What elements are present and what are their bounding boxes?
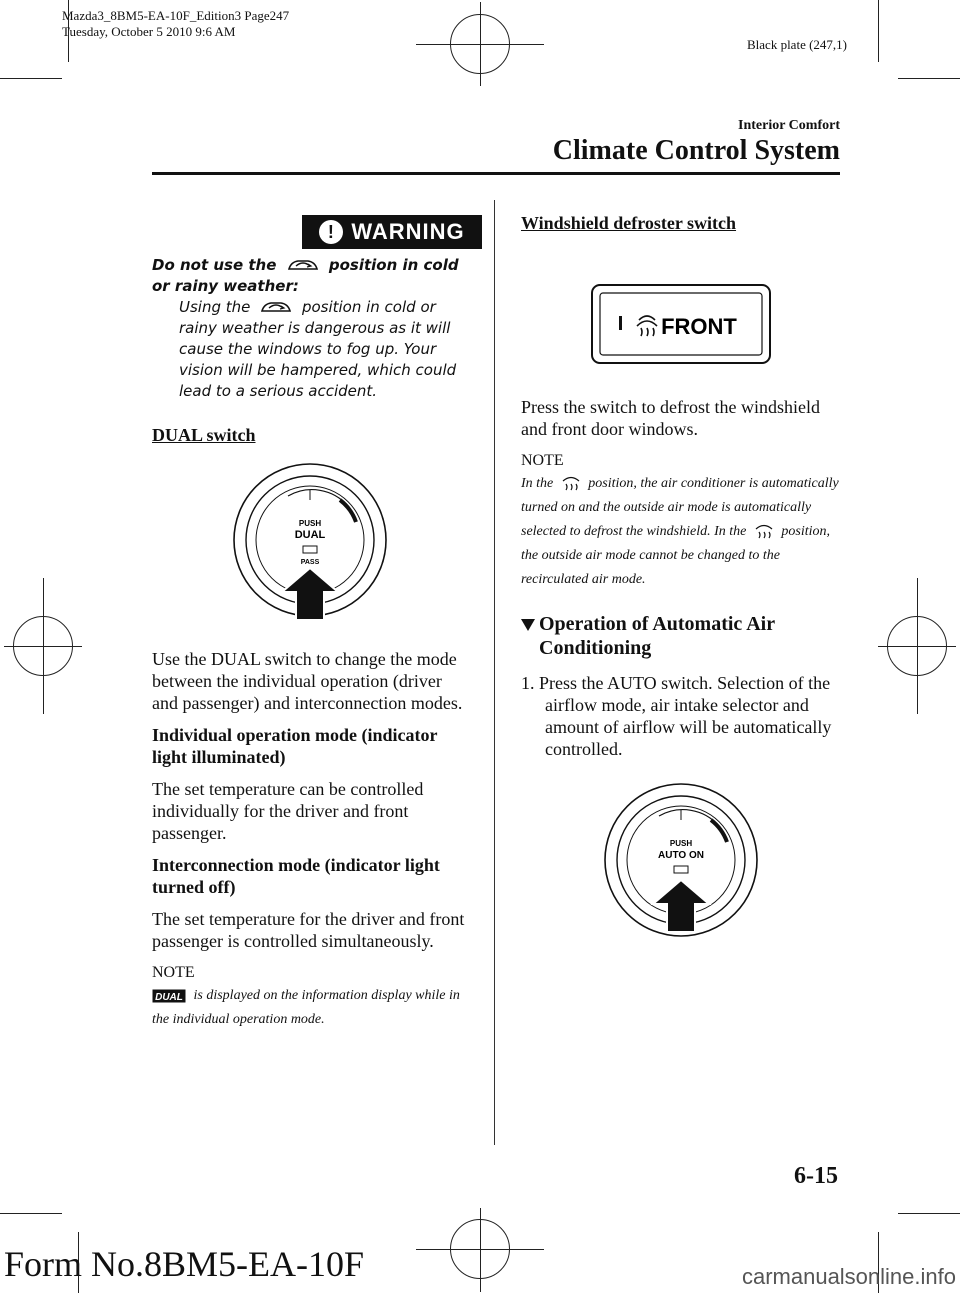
dual-indicator-icon xyxy=(152,989,186,1003)
defroster-body: Press the switch to defrost the windshield and front door windows. xyxy=(521,397,820,439)
defroster-figure-label: FRONT xyxy=(661,314,737,339)
warning-label: WARNING xyxy=(351,219,465,244)
registration-mark xyxy=(13,616,73,676)
auto-figure-push: PUSH xyxy=(669,839,693,848)
crop-mark xyxy=(0,78,62,79)
crop-mark xyxy=(898,1213,960,1214)
defroster-icon xyxy=(561,476,581,492)
warning-body-end: position in cold or rainy weather is dangerous as it will cause the windows to fog up. Your vision will be hampered, which could lead to a serious accident. xyxy=(179,298,457,400)
recirculation-car-icon xyxy=(286,257,320,275)
watermark: carmanualsonline.info xyxy=(741,1264,956,1289)
right-column xyxy=(521,212,841,950)
auto-heading-line1: Operation of Automatic Air xyxy=(539,613,776,635)
left-column xyxy=(152,215,467,1032)
dual-switch-figure xyxy=(230,460,390,630)
warning-body xyxy=(179,297,467,402)
defroster-note-a: In the xyxy=(521,476,554,491)
defroster-note-c: position, the outside air mode cannot be changed to the recirculated air mode. xyxy=(521,524,831,587)
defroster-note-b: position, the air conditioner is automatically turned on and the outside air mode is automatically selected to defrost the windshield. In the xyxy=(521,476,839,539)
dual-figure-label: DUAL xyxy=(294,529,325,541)
print-info-date: Tuesday, October 5 2010 9:6 AM xyxy=(62,24,236,39)
crop-mark xyxy=(0,1213,62,1214)
print-info xyxy=(62,8,289,40)
registration-mark xyxy=(450,1219,510,1279)
defroster-switch-figure xyxy=(591,284,771,364)
warning-lead-end: position in cold or rainy weather: xyxy=(152,256,459,295)
section-triangle-icon xyxy=(521,619,535,631)
svg-text:DUAL: DUAL xyxy=(155,991,183,1003)
auto-heading-line2: Conditioning xyxy=(539,637,652,659)
note-heading: NOTE xyxy=(152,964,195,981)
dual-figure-pass: PASS xyxy=(300,559,319,566)
exclamation-icon: ! xyxy=(319,220,343,244)
page-title: Climate Control System xyxy=(552,135,840,166)
defroster-icon xyxy=(754,524,774,540)
auto-operation-heading xyxy=(521,612,841,660)
note-heading: NOTE xyxy=(521,452,564,469)
dual-note xyxy=(152,984,467,1032)
page-number: 6-15 xyxy=(794,1163,838,1189)
auto-step-1: 1. Press the AUTO switch. Selection of the airflow mode, air intake selector and amount of airflow will be automatically controlled. xyxy=(521,673,832,759)
warning-lead-start: Do not use the xyxy=(152,256,277,274)
auto-figure-label: AUTO ON xyxy=(658,850,704,861)
dual-note-text: is displayed on the information display while in the individual operation mode. xyxy=(152,988,460,1027)
individual-mode-body: The set temperature can be controlled individually for the driver and front passenger. xyxy=(152,779,424,843)
dual-figure-push: PUSH xyxy=(298,519,321,528)
interconnection-mode-heading: Interconnection mode (indicator light turned off) xyxy=(152,855,440,897)
defroster-note xyxy=(521,472,841,592)
section-name: Interior Comfort xyxy=(738,118,840,133)
registration-mark xyxy=(450,14,510,74)
warning-badge xyxy=(302,215,482,249)
recirculation-car-icon xyxy=(259,299,293,317)
column-divider xyxy=(494,200,495,1145)
header-rule xyxy=(152,172,840,175)
dual-switch-heading: DUAL switch xyxy=(152,425,256,445)
interconnection-mode-body: The set temperature for the driver and front passenger is controlled simultaneously. xyxy=(152,909,465,951)
crop-mark xyxy=(898,78,960,79)
individual-mode-heading: Individual operation mode (indicator light illuminated) xyxy=(152,725,438,767)
plate-label: Black plate (247,1) xyxy=(747,37,847,52)
warning-lead xyxy=(152,255,467,297)
print-info-file: Mazda3_8BM5-EA-10F_Edition3 Page247 xyxy=(62,8,290,23)
crop-mark xyxy=(878,0,879,62)
auto-switch-figure xyxy=(601,780,761,950)
defroster-heading: Windshield defroster switch xyxy=(521,213,737,233)
form-number: Form No.8BM5-EA-10F xyxy=(4,1244,365,1284)
registration-mark xyxy=(887,616,947,676)
dual-intro: Use the DUAL switch to change the mode between the individual operation (driver and passenger) and interconnection modes. xyxy=(152,649,463,713)
warning-body-start: Using the xyxy=(179,298,251,316)
